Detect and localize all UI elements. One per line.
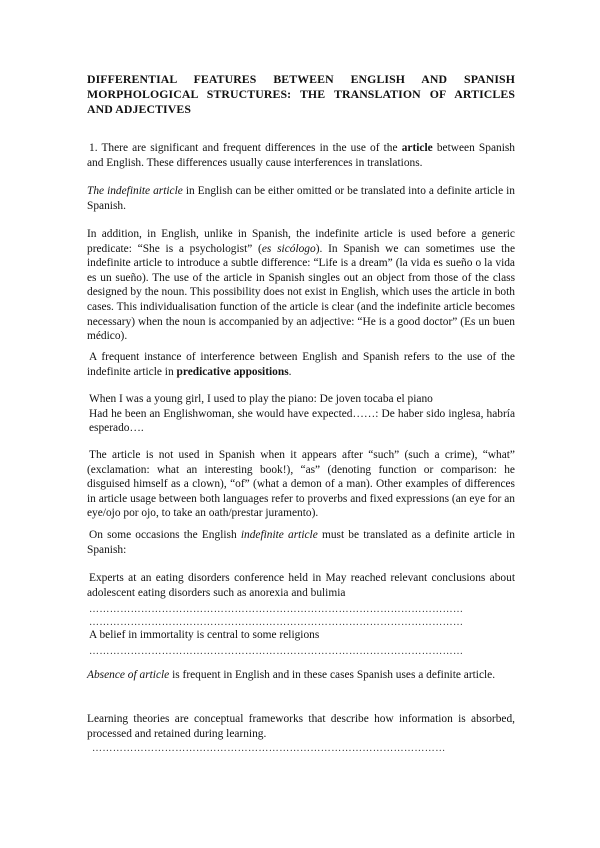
answer-line-3: ………………………………………………………………………………………………	[89, 646, 464, 657]
title-line-1: DIFFERENTIAL FEATURES BETWEEN ENGLISH AND SPANISH	[87, 72, 515, 86]
p7-text-end: must be translated as a definite article in Spanish:	[87, 529, 515, 556]
p10-italic: Absence of article	[87, 669, 170, 681]
p1-text: 1. There are significant and frequent differences in the use of the	[89, 142, 402, 154]
p10-text: is frequent in English and in these cases Spanish uses a definite article.	[169, 669, 496, 681]
p1-bold: article	[401, 142, 433, 154]
paragraph-2	[87, 184, 515, 213]
title-line-2: MORPHOLOGICAL STRUCTURES: THE TRANSLATION OF ARTICLES	[87, 87, 515, 101]
paragraph-11: Learning theories are conceptual frameworks that describe how information is absorbed, processed and retained during learning.	[87, 713, 515, 740]
p4-bold: predicative appositions	[176, 365, 289, 378]
paragraph-4	[87, 350, 515, 379]
p3-italic: es sicólogo	[261, 242, 316, 255]
paragraph-3	[87, 227, 515, 344]
p7-text: On some occasions the English	[89, 529, 241, 541]
p2-italic: The indefinite article	[87, 185, 183, 197]
paragraph-9: A belief in immortality is central to some religions	[89, 629, 320, 641]
title-line-3: AND ADJECTIVES	[87, 102, 191, 116]
paragraph-5	[87, 392, 515, 436]
paragraph-1	[87, 141, 515, 170]
p5-line-2: Had he been an Englishwoman, she would have expected……: De haber sido inglesa, habría esperado….	[89, 407, 515, 435]
paragraph-7	[87, 528, 515, 557]
document-title	[87, 72, 515, 117]
p3-text-a: In addition, in English, unlike in Spanish, the indefinite article is used before a generic predicate: “She is a psychologist” (	[87, 228, 515, 255]
p1-text-end: between Spanish and English. These differences usually cause interferences in translations.	[87, 142, 516, 169]
p2-text: in English can be either omitted or be translated into a definite article in Spanish.	[87, 185, 516, 212]
paragraph-10	[87, 668, 515, 683]
answer-line-1: ………………………………………………………………………………………………	[89, 604, 464, 615]
p3-text-b: ). In Spanish we can sometimes use the indefinite article to introduce a subtle difference: “Life is a dream” (la vida es sueño o la vida es un sueño). The use of the article in Spanish singles out an object from those of the class designed by the noun. This possibility does not exist in English, which uses the article in both cases. This individualisation function of the article is clear (and the indefinite article becomes necessary) when the noun is accompanied by an adjective: “He is a good doctor” (Es un buen médico).	[87, 242, 516, 343]
answer-line-4: …………………………………………………………………………………………	[92, 743, 446, 754]
paragraph-6: The article is not used in Spanish when it appears after “such” (such a crime), “what” (exclamation: what an interesting book!), “as” (denoting function or comparison: he disguised himself as a clown), “of” (what a demon of a man). Other examples of differences in article usage between both languages refer to proverbs and fixed expressions (an eye for an eye/ojo por ojo, to take an oath/prestar juramento).	[87, 449, 515, 520]
answer-line-2: ………………………………………………………………………………………………	[89, 617, 464, 628]
p7-italic: indefinite article	[240, 529, 318, 541]
paragraph-8: Experts at an eating disorders conference held in May reached relevant conclusions about adolescent eating disorders such as anorexia and bulimia	[87, 572, 515, 599]
p5-line-1: When I was a young girl, I used to play the piano: De joven tocaba el piano	[89, 393, 433, 405]
p4-text: A frequent instance of interference between English and Spanish refers to the use of the indefinite article in	[87, 351, 515, 378]
p4-text-end: .	[288, 365, 292, 378]
